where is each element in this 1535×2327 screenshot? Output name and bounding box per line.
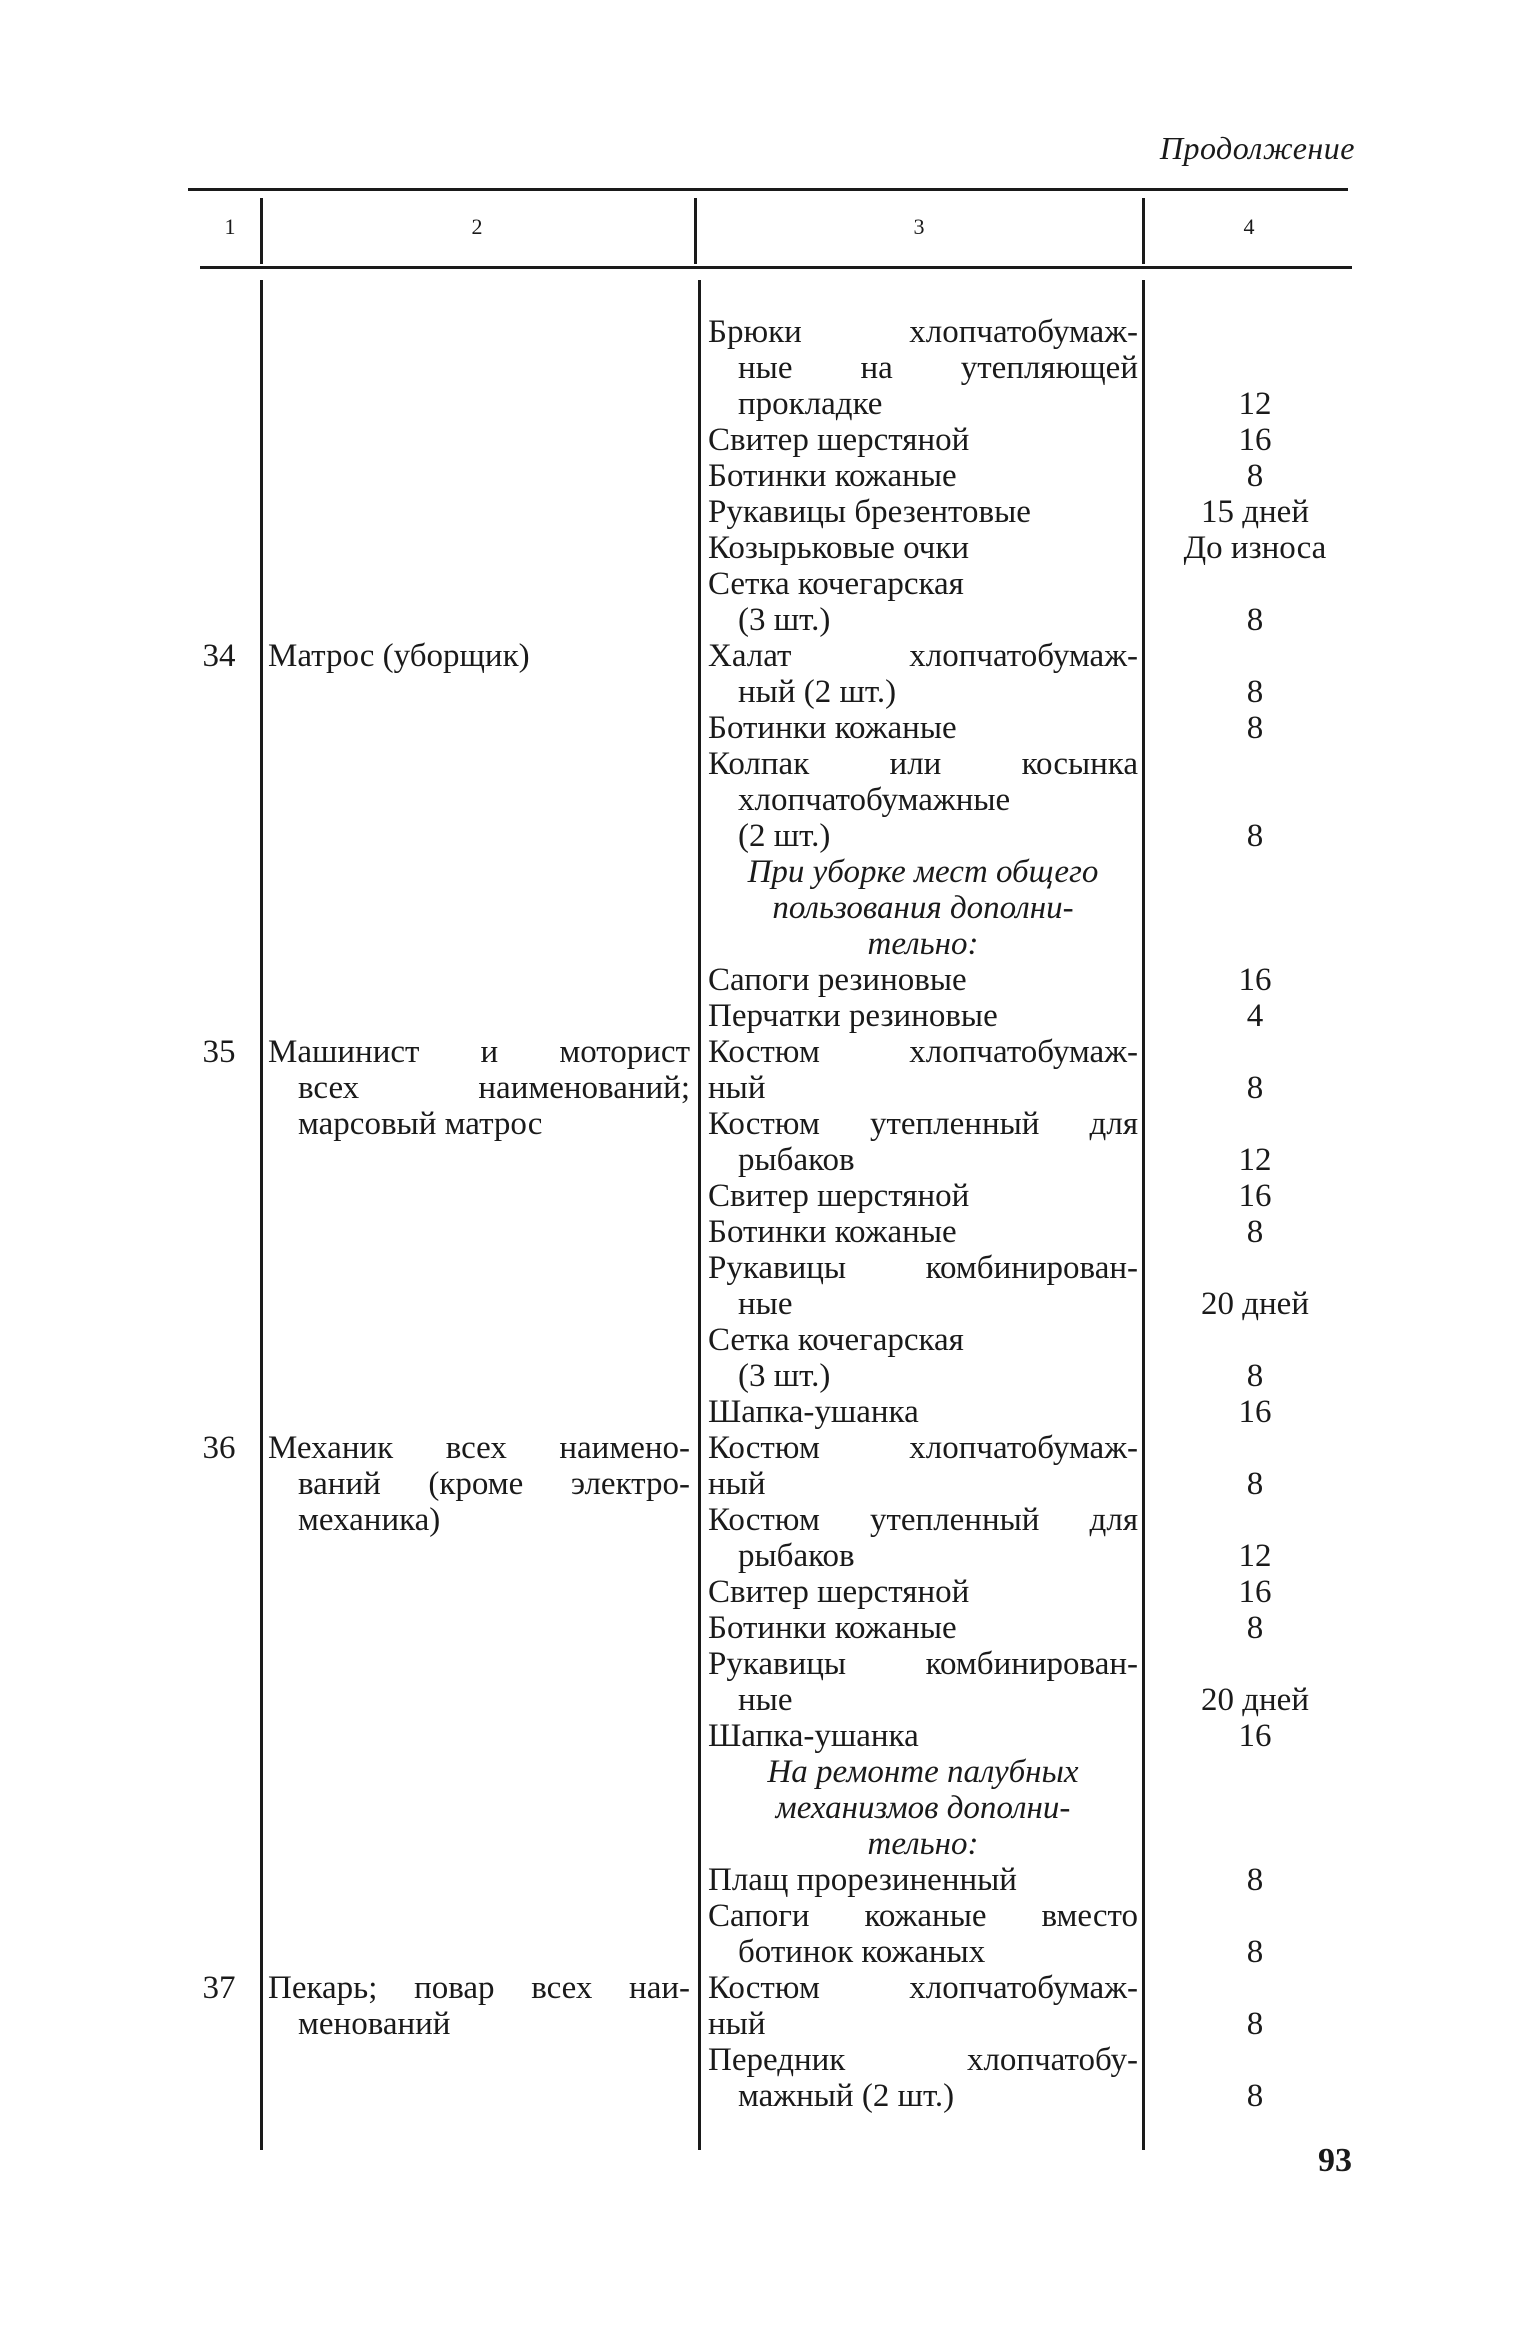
- table-row: [0, 1358, 1535, 1394]
- wear-period: 16: [1238, 962, 1272, 998]
- wear-period: 20 дней: [1200, 1286, 1309, 1322]
- wear-period: 4: [1246, 998, 1264, 1034]
- table-row: [0, 1934, 1535, 1970]
- protective-item: Свитер шерстяной: [708, 422, 970, 458]
- protective-item: прокладке: [738, 386, 883, 422]
- protective-item: Брюки хлопчатобумаж-: [708, 314, 1138, 350]
- protective-item: Ботинки кожаные: [708, 458, 957, 494]
- protective-item: Сапоги кожаные вместо: [708, 1898, 1138, 1934]
- protective-item: ный: [708, 2006, 766, 2042]
- protective-item: Шапка-ушанка: [708, 1718, 919, 1754]
- wear-period: 12: [1238, 386, 1272, 422]
- protective-item: Костюм хлопчатобумаж-: [708, 1430, 1138, 1466]
- protective-item: хлопчатобумажные: [738, 782, 1011, 818]
- row-number: 35: [202, 1034, 236, 1070]
- profession: Матрос (уборщик): [268, 638, 530, 674]
- table-row: [0, 818, 1535, 854]
- protective-item: Ботинки кожаные: [708, 1214, 957, 1250]
- wear-period: 16: [1238, 1178, 1272, 1214]
- protective-item: Костюм хлопчатобумаж-: [708, 1970, 1138, 2006]
- table-row: [0, 2078, 1535, 2114]
- wear-period: 8: [1246, 710, 1264, 746]
- wear-period: 16: [1238, 1718, 1272, 1754]
- protective-item: Ботинки кожаные: [708, 710, 957, 746]
- protective-item: (3 шт.): [738, 1358, 831, 1394]
- table-row: [0, 1718, 1535, 1754]
- table-row: [0, 1178, 1535, 1214]
- table-row: [0, 314, 1535, 350]
- protective-item: Свитер шерстяной: [708, 1574, 970, 1610]
- table-row: [0, 1322, 1535, 1358]
- table-row: [0, 1754, 1535, 1790]
- row-number: 34: [202, 638, 236, 674]
- wear-period: До износа: [1183, 530, 1327, 566]
- protective-item: Рукавицы комбинирован-: [708, 1646, 1138, 1682]
- protective-item: Халат хлопчатобумаж-: [708, 638, 1138, 674]
- wear-period: 8: [1246, 458, 1264, 494]
- protective-item: ные на утепляющей: [738, 350, 1138, 386]
- wear-period: 16: [1238, 1394, 1272, 1430]
- column-header-4: 4: [1243, 214, 1255, 239]
- table-row: [0, 458, 1535, 494]
- wear-period: 8: [1246, 2006, 1264, 2042]
- table-row: [0, 1070, 1535, 1106]
- table-row: [0, 926, 1535, 962]
- table-row: [0, 566, 1535, 602]
- table-row: [0, 854, 1535, 890]
- table-row: [0, 1502, 1535, 1538]
- wear-period: 16: [1238, 1574, 1272, 1610]
- protective-item: Шапка-ушанка: [708, 1394, 919, 1430]
- row-number: 36: [202, 1430, 236, 1466]
- table-row: [0, 1682, 1535, 1718]
- table-row: [0, 386, 1535, 422]
- wear-period: 8: [1246, 1466, 1264, 1502]
- wear-period: 8: [1246, 1610, 1264, 1646]
- subsection-note: При уборке мест общего: [747, 854, 1099, 890]
- subsection-note: тельно:: [867, 926, 979, 962]
- table-row: [0, 1970, 1535, 2006]
- protective-item: (2 шт.): [738, 818, 831, 854]
- wear-period: 8: [1246, 674, 1264, 710]
- wear-period: 12: [1238, 1142, 1272, 1178]
- protective-item: ботинок кожаных: [738, 1934, 986, 1970]
- table-row: [0, 962, 1535, 998]
- continuation-label: Продолжение: [1159, 130, 1355, 166]
- row-number: 37: [202, 1970, 236, 2006]
- profession: Механик всех наимено-: [268, 1430, 690, 1466]
- table-row: [0, 638, 1535, 674]
- profession: менований: [298, 2006, 451, 2042]
- protective-item: Козырьковые очки: [708, 530, 970, 566]
- table-row: [0, 1430, 1535, 1466]
- protective-item: рыбаков: [738, 1538, 855, 1574]
- protective-item: Костюм утепленный для: [708, 1502, 1138, 1538]
- wear-period: 8: [1246, 2078, 1264, 2114]
- wear-period: 8: [1246, 1358, 1264, 1394]
- protective-item: рыбаков: [738, 1142, 855, 1178]
- column-header-2: 2: [471, 214, 483, 239]
- table-row: [0, 602, 1535, 638]
- table-row: [0, 1610, 1535, 1646]
- table-row: [0, 1394, 1535, 1430]
- protective-item: Рукавицы комбинирован-: [708, 1250, 1138, 1286]
- protective-item: Свитер шерстяной: [708, 1178, 970, 1214]
- table-row: [0, 1286, 1535, 1322]
- protective-item: Костюм утепленный для: [708, 1106, 1138, 1142]
- subsection-note: На ремонте палубных: [767, 1754, 1079, 1790]
- table-row: [0, 1574, 1535, 1610]
- wear-period: 8: [1246, 1862, 1264, 1898]
- wear-period: 16: [1238, 422, 1272, 458]
- profession: Машинист и моторист: [268, 1034, 690, 1070]
- table-row: [0, 1898, 1535, 1934]
- wear-period: 12: [1238, 1538, 1272, 1574]
- table-row: [0, 2042, 1535, 2078]
- table-row: [0, 1142, 1535, 1178]
- wear-period: 8: [1246, 1070, 1264, 1106]
- page-number: 93: [1318, 2142, 1352, 2179]
- table-row: [0, 1106, 1535, 1142]
- wear-period: 8: [1246, 1214, 1264, 1250]
- protective-item: Костюм хлопчатобумаж-: [708, 1034, 1138, 1070]
- protective-item: ный: [708, 1466, 766, 1502]
- protective-item: мажный (2 шт.): [738, 2078, 955, 2114]
- header-bottom-rule: [200, 266, 1352, 269]
- table-row: [0, 998, 1535, 1034]
- subsection-note: тельно:: [867, 1826, 979, 1862]
- protective-item: Рукавицы брезентовые: [708, 494, 1031, 530]
- protective-item: Сетка кочегарская: [708, 566, 964, 602]
- table-row: [0, 710, 1535, 746]
- table-row: [0, 494, 1535, 530]
- subsection-note: пользования дополни-: [772, 890, 1074, 926]
- wear-period: 8: [1246, 1934, 1264, 1970]
- profession: марсовый матрос: [298, 1106, 543, 1142]
- wear-period: 15 дней: [1200, 494, 1309, 530]
- column-header-1: 1: [224, 214, 236, 239]
- profession: Пекарь; повар всех наи-: [268, 1970, 690, 2006]
- protective-item: Сетка кочегарская: [708, 1322, 964, 1358]
- protective-item: ные: [738, 1682, 793, 1718]
- protective-item: Сапоги резиновые: [708, 962, 967, 998]
- table-row: [0, 674, 1535, 710]
- table-row: [0, 1790, 1535, 1826]
- profession: всех наименований;: [298, 1070, 690, 1106]
- profession: ваний (кроме электро-: [298, 1466, 690, 1502]
- profession: механика): [298, 1502, 441, 1538]
- table-row: [0, 890, 1535, 926]
- top-rule: [188, 188, 1348, 191]
- table-row: [0, 746, 1535, 782]
- table-row: [0, 782, 1535, 818]
- table-row: [0, 1214, 1535, 1250]
- protective-item: ный (2 шт.): [738, 674, 897, 710]
- protective-item: Передник хлопчатобу-: [708, 2042, 1138, 2078]
- table-row: [0, 2006, 1535, 2042]
- protective-item: ные: [738, 1286, 793, 1322]
- table-row: [0, 1826, 1535, 1862]
- protective-item: ный: [708, 1070, 766, 1106]
- protective-item: Перчатки резиновые: [708, 998, 998, 1034]
- table-row: [0, 530, 1535, 566]
- protective-item: Плащ прорезиненный: [708, 1862, 1017, 1898]
- table-row: [0, 1034, 1535, 1070]
- column-header-3: 3: [913, 214, 925, 239]
- protective-item: (3 шт.): [738, 602, 831, 638]
- table-row: [0, 1646, 1535, 1682]
- table-row: [0, 1250, 1535, 1286]
- protective-item: Ботинки кожаные: [708, 1610, 957, 1646]
- protective-item: Колпак или косынка: [708, 746, 1138, 782]
- table-row: [0, 422, 1535, 458]
- table-row: [0, 1862, 1535, 1898]
- table-row: [0, 350, 1535, 386]
- subsection-note: механизмов дополни-: [775, 1790, 1071, 1826]
- table-row: [0, 1538, 1535, 1574]
- wear-period: 20 дней: [1200, 1682, 1309, 1718]
- wear-period: 8: [1246, 818, 1264, 854]
- wear-period: 8: [1246, 602, 1264, 638]
- table-row: [0, 1466, 1535, 1502]
